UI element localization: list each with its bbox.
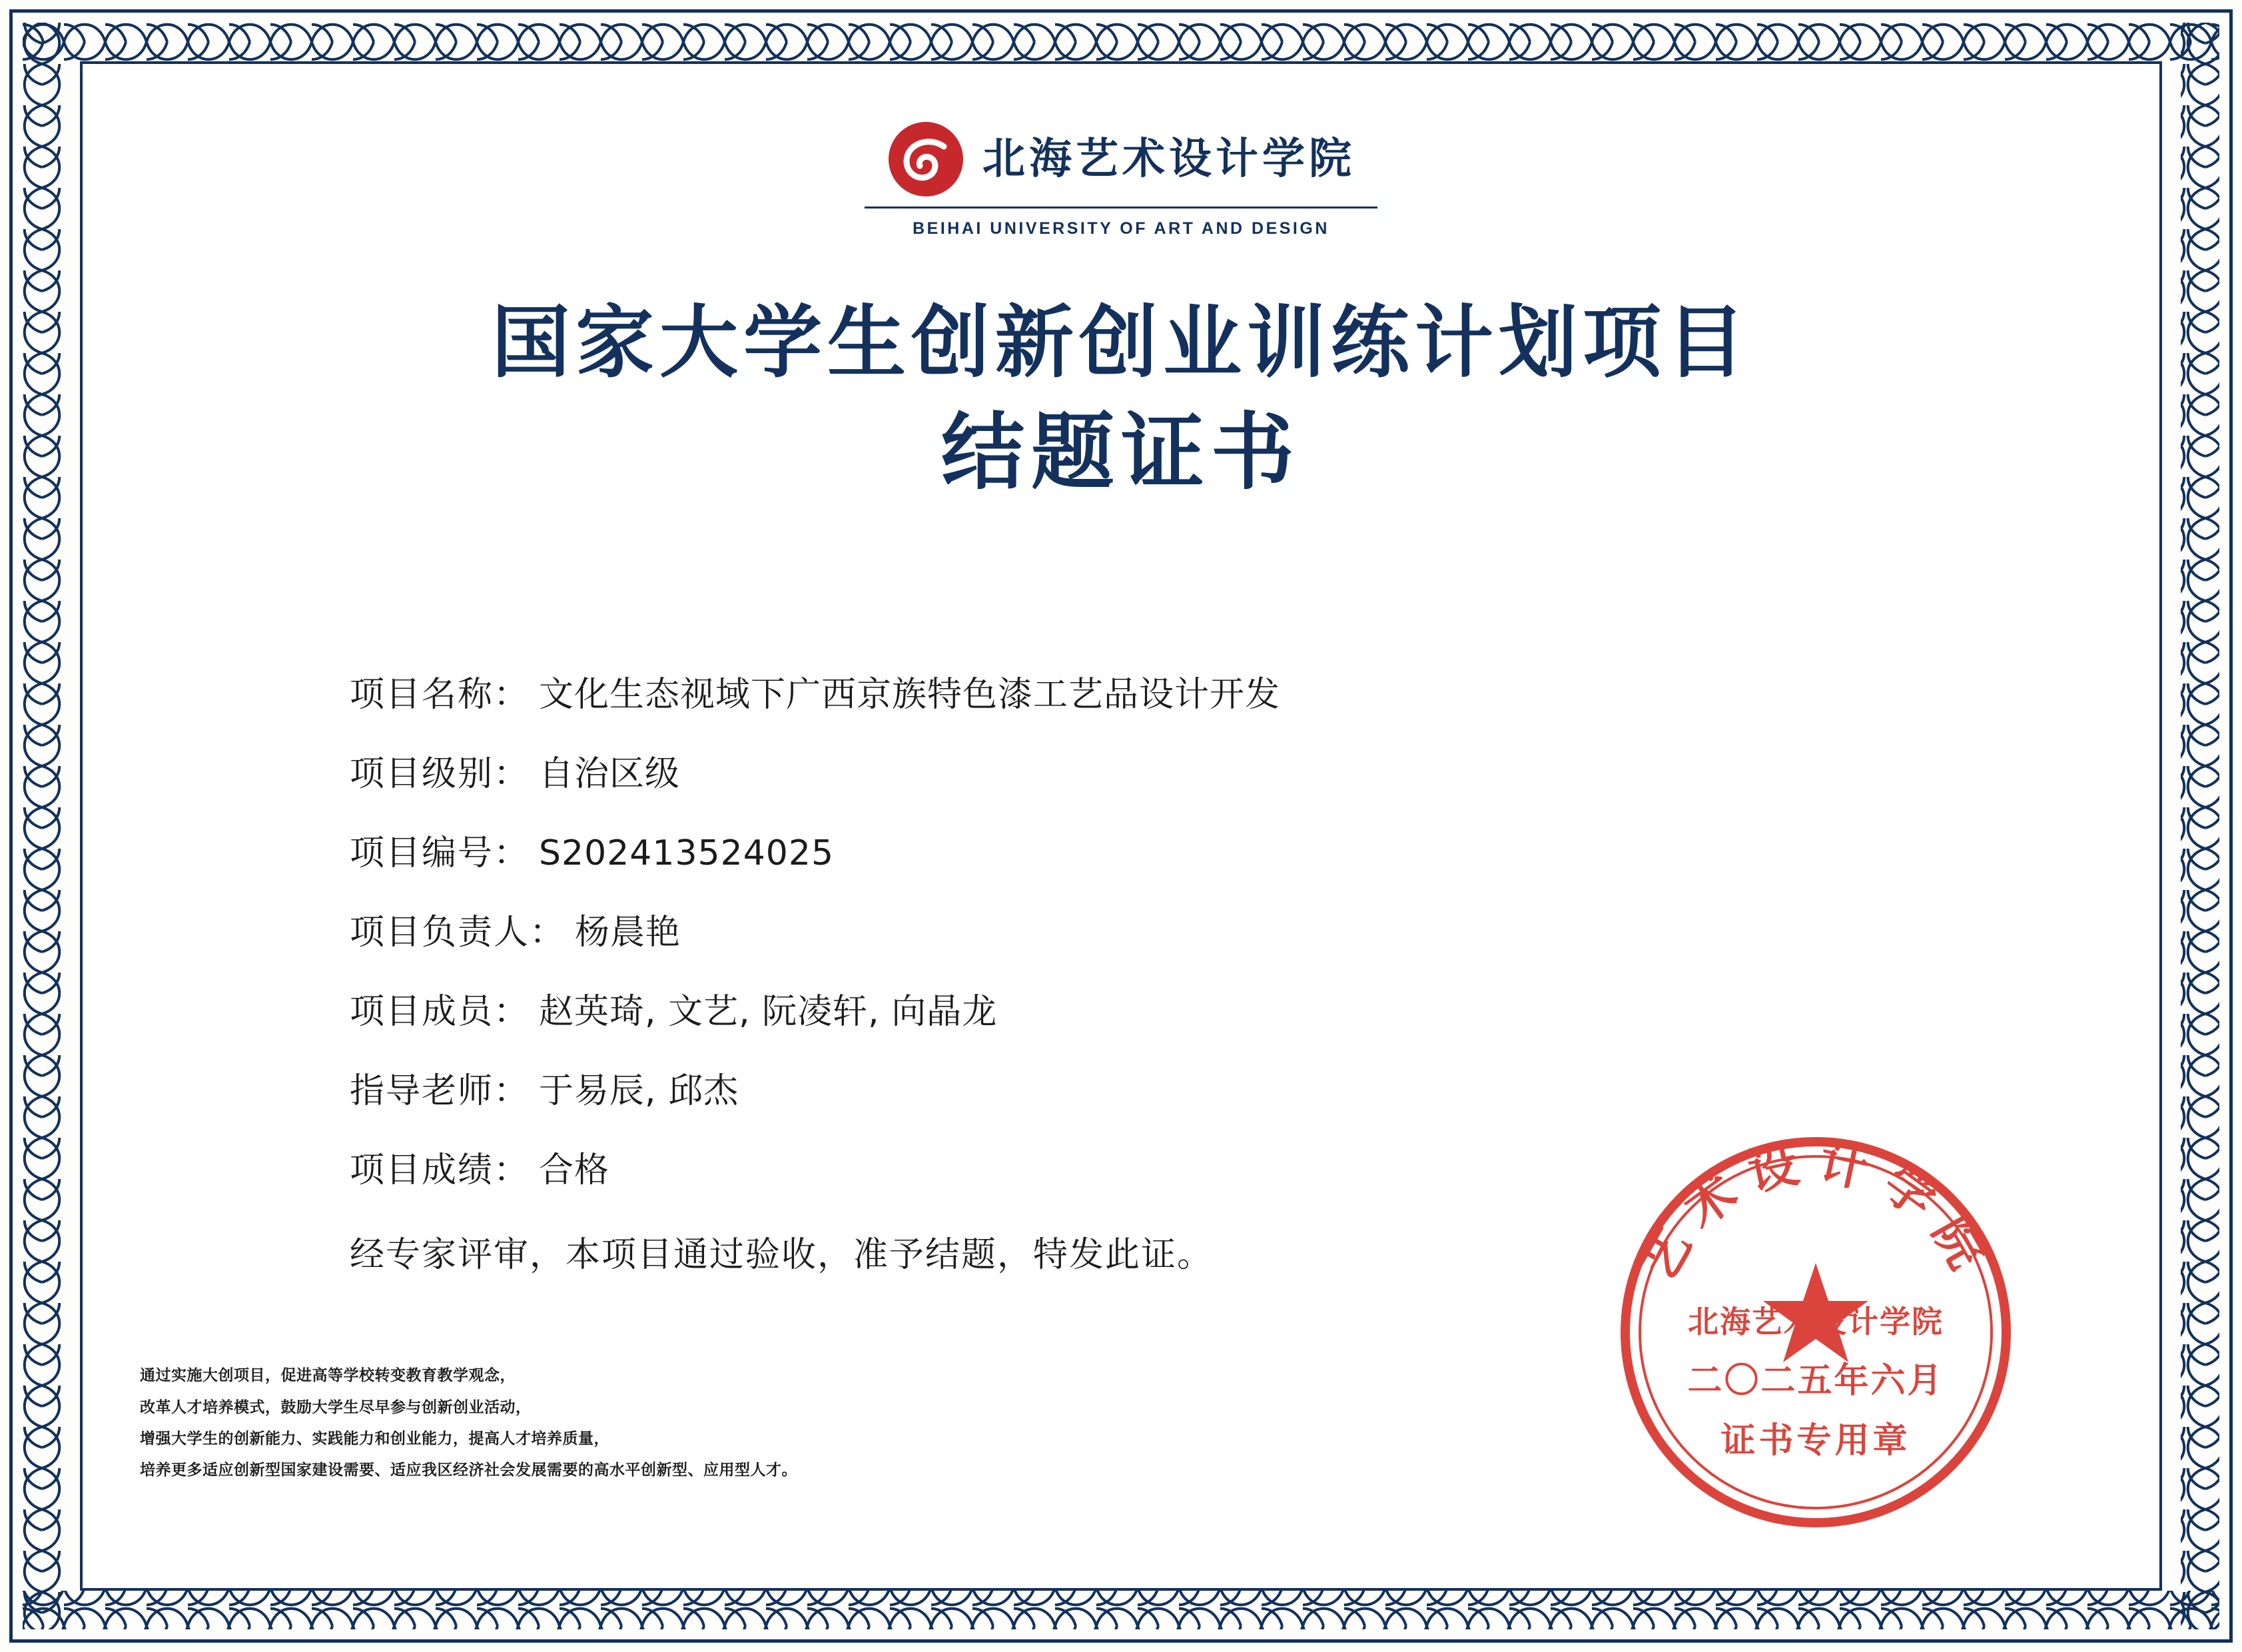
field-value: 文化生态视域下广西京族特色漆工艺品设计开发 xyxy=(539,675,1281,715)
field-project-name xyxy=(350,666,1948,716)
logo-underline xyxy=(865,206,1377,208)
field-project-level xyxy=(350,745,1948,795)
title-line-2: 结题证书 xyxy=(941,403,1301,501)
footnote-line: 增强大学生的创新能力、实践能力和创业能力，提高人才培养质量， xyxy=(140,1429,609,1447)
seal-type-text: 证书专用章 xyxy=(1720,1420,1911,1461)
field-value: S202413524025 xyxy=(539,833,835,873)
footnote-line: 培养更多适应创新型国家建设需要、适应我区经济社会发展需要的高水平创新型、应用型人才。 xyxy=(140,1460,797,1479)
field-label: 指导老师： xyxy=(350,1071,530,1111)
seal-date-text: 二〇二五年六月 xyxy=(1687,1360,1944,1401)
spiral-wave-logo-icon xyxy=(887,120,965,199)
certificate-title xyxy=(100,293,2142,506)
field-label: 项目级别： xyxy=(350,754,530,794)
field-label: 项目成员： xyxy=(350,992,530,1032)
institution-name-cn: 北海艺术设计学院 xyxy=(982,134,1355,184)
field-label: 项目成绩： xyxy=(350,1150,530,1190)
field-value: 自治区级 xyxy=(539,754,681,794)
field-value: 于易辰, 邱杰 xyxy=(539,1071,739,1111)
field-project-number xyxy=(350,825,1948,875)
approval-statement: 经专家评审，本项目通过验收，准予结题，特发此证。 xyxy=(350,1235,1214,1275)
svg-text:艺术设计学院: 艺术设计学院 xyxy=(1629,1132,2003,1291)
field-project-leader xyxy=(350,904,1948,954)
institution-name-en: BEIHAI UNIVERSITY OF ART AND DESIGN xyxy=(913,219,1329,238)
institution-logo-block xyxy=(788,120,1454,238)
field-label: 项目负责人： xyxy=(350,913,566,953)
field-project-members xyxy=(350,983,1948,1033)
footnote-line: 改革人才培养模式，鼓励大学生尽早参与创新创业活动， xyxy=(140,1398,532,1416)
field-label: 项目编号： xyxy=(350,833,530,873)
title-line-1: 国家大学生创新创业训练计划项目 xyxy=(491,296,1750,388)
field-value: 赵英琦, 文艺, 阮凌轩, 向晶龙 xyxy=(539,992,998,1032)
field-value: 合格 xyxy=(539,1150,610,1190)
footnote-line: 通过实施大创项目，促进高等学校转变教育教学观念， xyxy=(140,1366,516,1385)
certificate-content xyxy=(100,80,2142,1572)
field-project-advisors xyxy=(350,1062,1948,1112)
seal-organization-text: 北海艺术设计学院 xyxy=(1688,1304,1944,1340)
official-seal xyxy=(1616,1132,2016,1532)
footnote-block xyxy=(140,1360,1139,1485)
field-value: 杨晨艳 xyxy=(575,913,681,953)
field-label: 项目名称： xyxy=(350,675,530,715)
